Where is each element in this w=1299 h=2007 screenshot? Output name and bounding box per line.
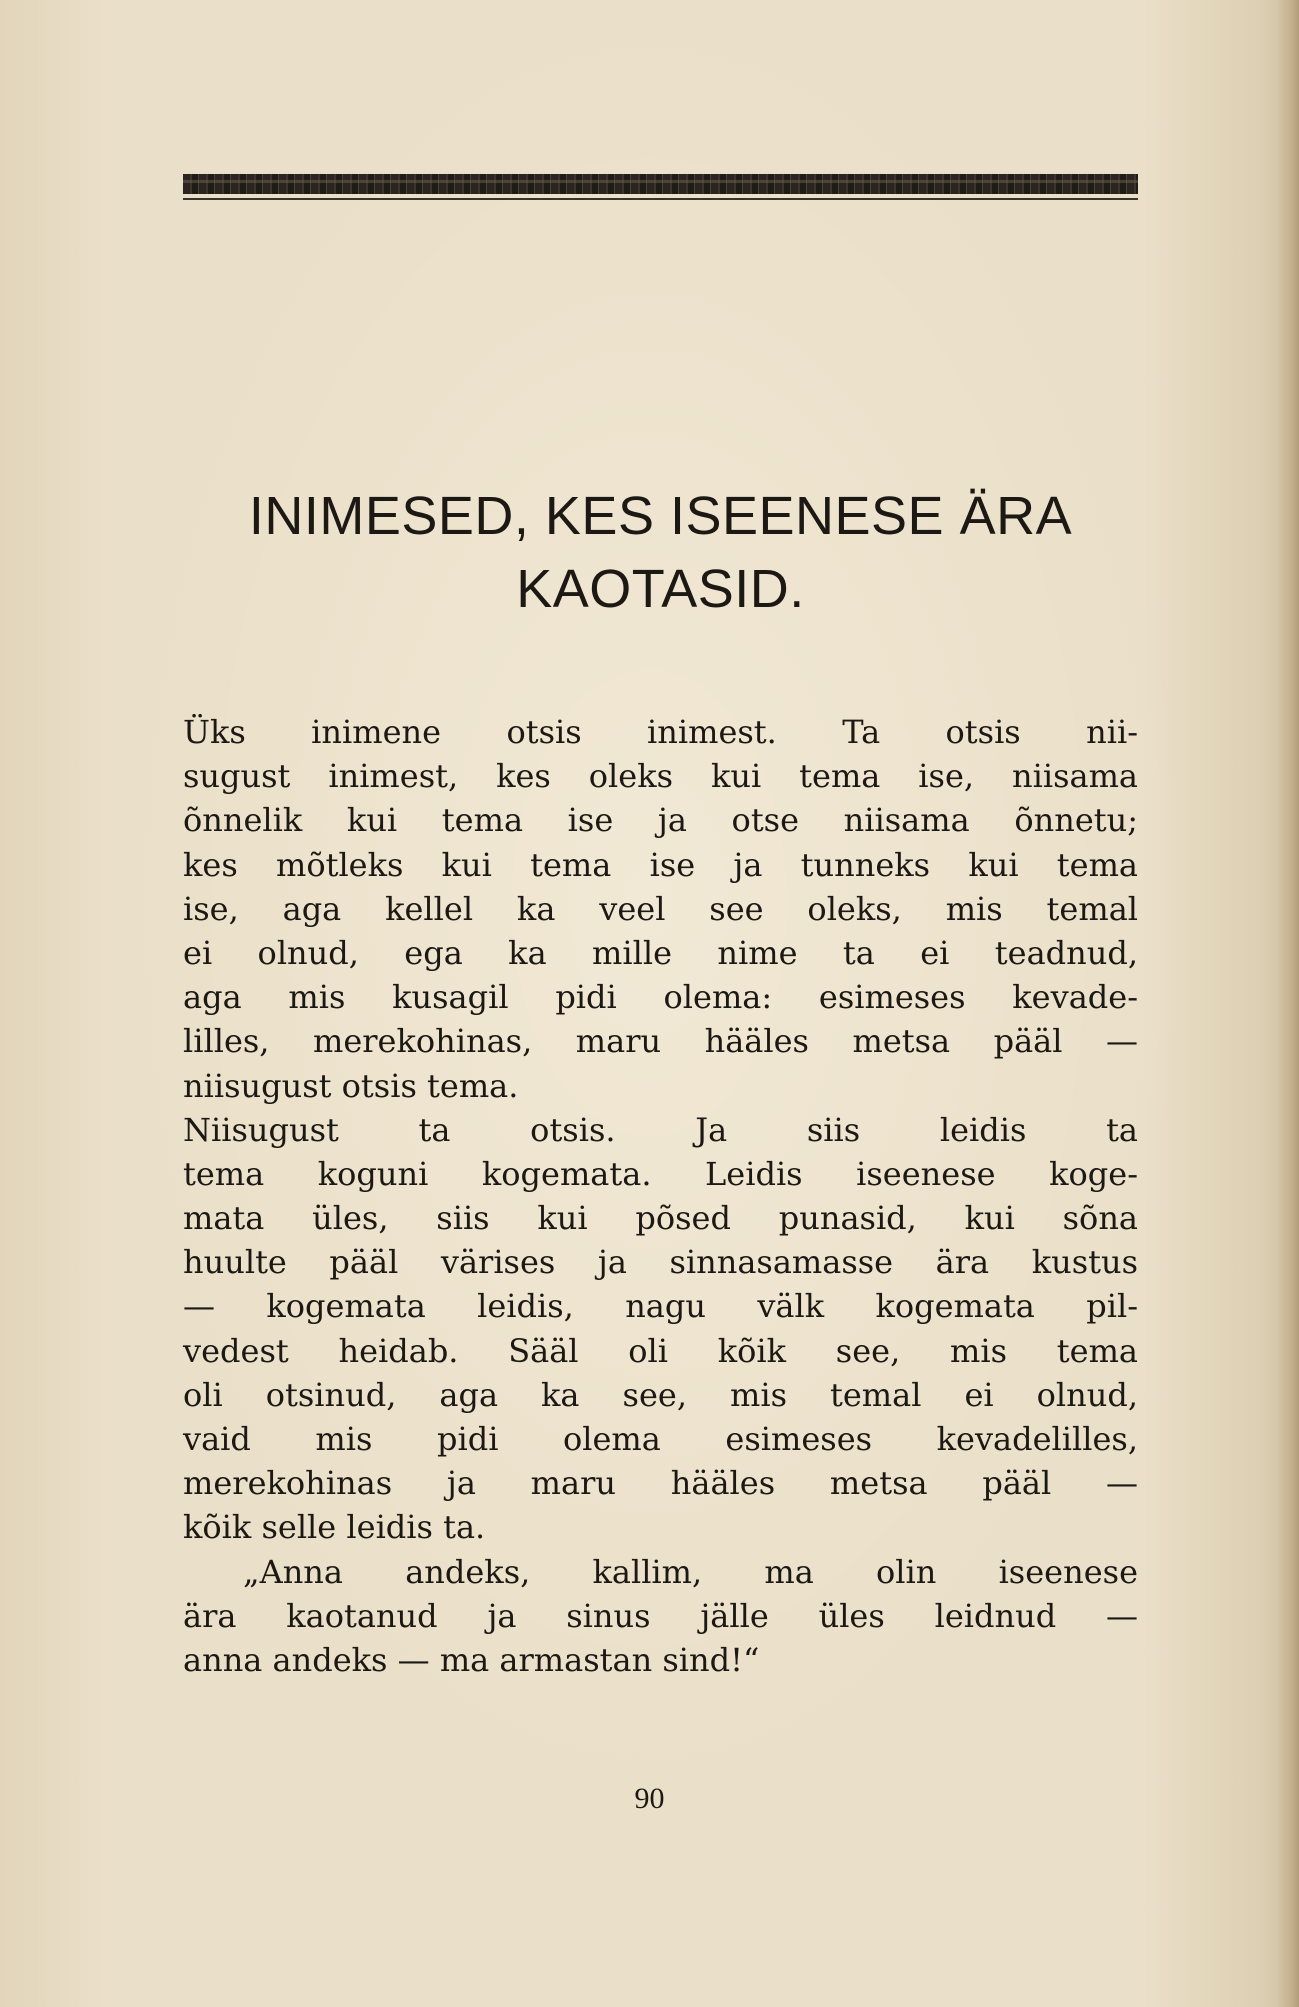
paragraph-1	[183, 710, 1138, 1108]
paragraph-3	[183, 1550, 1138, 1683]
text-line: tema koguni kogemata. Leidis iseenese koge-	[183, 1154, 1138, 1193]
text-line: sugust inimest, kes oleks kui tema ise, niisama	[183, 757, 1138, 796]
text-line: kes mõtleks kui tema ise ja tunneks kui tema	[183, 845, 1138, 884]
text-line: mata üles, siis kui põsed punasid, kui sõna	[183, 1199, 1138, 1238]
text-line: ei olnud, ega ka mille nime ta ei teadnud,	[183, 933, 1138, 972]
text-line: Üks inimene otsis inimest. Ta otsis nii-	[183, 713, 1138, 751]
decorative-header-bar	[183, 174, 1138, 194]
body-text	[183, 710, 1138, 1682]
chapter-title	[183, 480, 1138, 626]
text-line: lilles, merekohinas, maru hääles metsa pääl —	[183, 1022, 1138, 1061]
chapter-title-line: INIMESED, KES ISEENESE ÄRA	[248, 486, 1073, 546]
text-line: — kogemata leidis, nagu välk kogemata pil-	[183, 1287, 1138, 1326]
text-line: huulte pääl värises ja sinnasamasse ära kustus	[183, 1243, 1138, 1282]
text-line: kõik selle leidis ta.	[183, 1508, 486, 1547]
text-line: vedest heidab. Sääl oli kõik see, mis tema	[183, 1331, 1138, 1370]
text-line: Niisugust ta otsis. Ja siis leidis ta	[183, 1110, 1138, 1149]
text-line: niisugust otsis tema.	[183, 1066, 519, 1105]
page-edge-shadow	[1277, 0, 1299, 2007]
text-line: merekohinas ja maru hääles metsa pääl —	[183, 1464, 1138, 1503]
chapter-title-line: KAOTASID.	[516, 559, 805, 619]
text-line: oli otsinud, aga ka see, mis temal ei olnud,	[183, 1375, 1138, 1414]
text-line: õnnelik kui tema ise ja otse niisama õnnetu;	[183, 801, 1138, 840]
decorative-header-rule	[183, 198, 1138, 200]
page-number: 90	[634, 1782, 665, 1815]
text-line: vaid mis pidi olema esimeses kevadelilles,	[183, 1420, 1138, 1458]
text-line: ära kaotanud ja sinus jälle üles leidnud —	[183, 1596, 1138, 1635]
text-line: aga mis kusagil pidi olema: esimeses kevade-	[183, 978, 1138, 1017]
text-line: ise, aga kellel ka veel see oleks, mis temal	[183, 889, 1138, 928]
paragraph-2	[183, 1108, 1138, 1550]
text-line: anna andeks — ma armastan sind!“	[183, 1640, 760, 1679]
text-line: „Anna andeks, kallim, ma olin iseenese	[243, 1552, 1138, 1591]
